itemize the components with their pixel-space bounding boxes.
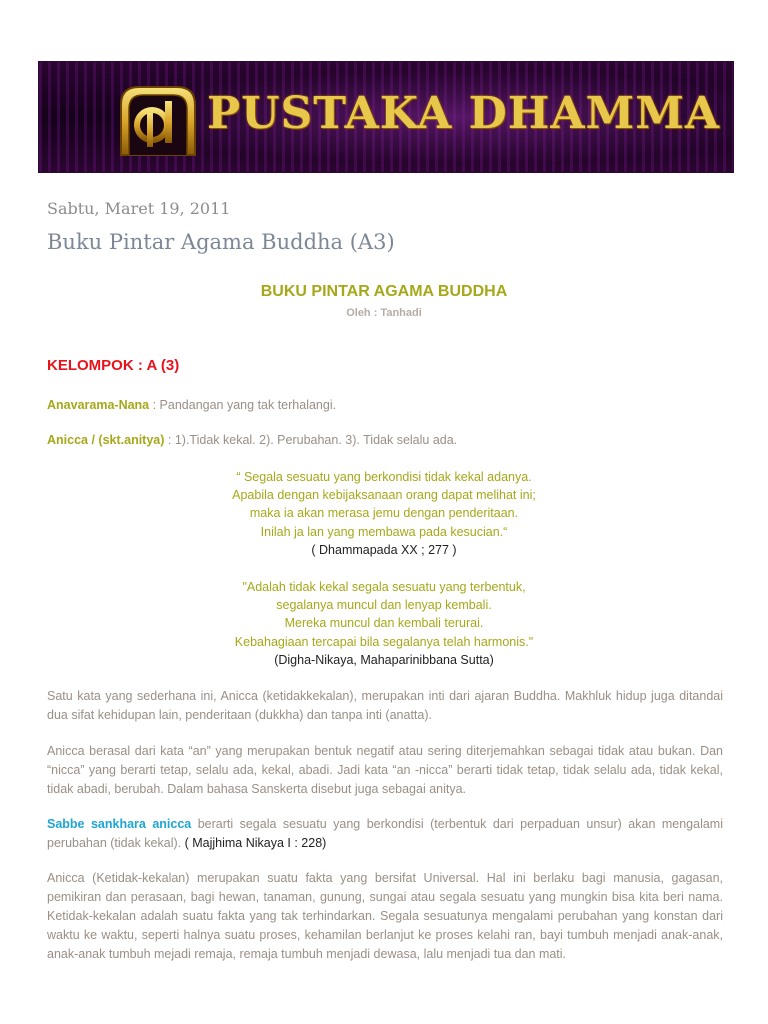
entry-definition: : Pandangan yang tak terhalangi. xyxy=(149,398,337,412)
pustaka-dhamma-logo-icon xyxy=(119,83,197,159)
entry-anicca xyxy=(47,433,457,447)
quote-line: "Adalah tidak kekal segala sesuatu yang terbentuk, xyxy=(242,580,526,594)
quote-line: Kebahagiaan tercapai bila segalanya telah harmonis." xyxy=(234,634,534,649)
entry-term: Anicca / (skt.anitya) xyxy=(47,433,165,447)
highlight-term: Sabbe sankhara anicca xyxy=(47,817,192,831)
group-heading: KELOMPOK : A (3) xyxy=(47,357,180,374)
entry-anavarama xyxy=(47,398,336,412)
paragraph-etymology: Anicca berasal dari kata “an” yang merupakan bentuk negatif atau sering diterjemahkan sebagai tidak atau bukan. Dan “nicca” yang berarti tetap, selalu ada, kekal, abadi. Jadi kata “an -nicca” berarti tidak tetap, tidak selalu ada, tidak kekal, tidak abadi, berubah. Dalam bahasa Sanskerta disebut juga sebagai anitya. xyxy=(47,744,723,796)
quote-digha-nikaya xyxy=(0,578,768,669)
paragraph-text: berarti segala sesuatu yang berkondisi (terbentuk dari perpaduan unsur) akan mengalami perubahan (tidak kekal). xyxy=(47,817,723,850)
header-banner[interactable] xyxy=(38,61,734,173)
quote-line: “ Segala sesuatu yang berkondisi tidak kekal adanya. xyxy=(236,470,532,484)
author-byline: Oleh : Tanhadi xyxy=(346,307,422,319)
paragraph-sabbe-sankhara xyxy=(47,815,723,853)
quote-line: maka ia akan merasa jemu dengan penderitaan. xyxy=(249,506,519,521)
quote-line: Inilah ja lan yang membawa pada kesucian.“ xyxy=(260,524,508,539)
citation: ( Majjhima Nikaya I : 228) xyxy=(184,836,327,850)
book-title: BUKU PINTAR AGAMA BUDDHA xyxy=(260,283,508,300)
entry-term: Anavarama-Nana xyxy=(47,398,150,412)
quote-dhammapada xyxy=(0,468,768,559)
quote-line: segalanya muncul dan lenyap kembali. xyxy=(276,598,492,613)
brand-name: PUSTAKA DHAMMA xyxy=(207,88,721,139)
paragraph-universal: Anicca (Ketidak-kekalan) merupakan suatu fakta yang bersifat Universal. Hal ini berlaku bagi manusia, gagasan, pemikiran dan perasaan, bagi hewan, tanaman, gunung, sungai atau segala sesuatu yang mungkin bisa kita beri nama. Ketidak-kekalan adalah suatu fakta yang tak terhindarkan. Segala sesuatunya mengalami perubahan yang konstan dari waktu ke waktu, seperti halnya suatu proses, kehamilan berlanjut ke proses kelahi ran, bayi tumbuh menjadi anak-anak, anak-anak tumbuh mejadi remaja, remaja tumbuh menjadi dewasa, lalu menjadi tua dan mati. xyxy=(47,871,723,961)
post-date: Sabtu, Maret 19, 2011 xyxy=(47,199,231,218)
post-title[interactable]: Buku Pintar Agama Buddha (A3) xyxy=(47,230,395,254)
entry-definition: : 1).Tidak kekal. 2). Perubahan. 3). Tidak selalu ada. xyxy=(164,433,458,447)
paragraph-intro: Satu kata yang sederhana ini, Anicca (ketidakkekalan), merupakan inti dari ajaran Buddha. Makhluk hidup juga ditandai dua sifat kehidupan lain, penderitaan (dukkha) dan tanpa inti (anatta). xyxy=(47,689,723,722)
quote-line: Apabila dengan kebijaksanaan orang dapat melihat ini; xyxy=(232,488,536,503)
quote-line: Mereka muncul dan kembali terurai. xyxy=(284,616,484,631)
quote-source: (Digha-Nikaya, Mahaparinibbana Sutta) xyxy=(274,652,494,667)
quote-source: ( Dhammapada XX ; 277 ) xyxy=(311,542,457,557)
